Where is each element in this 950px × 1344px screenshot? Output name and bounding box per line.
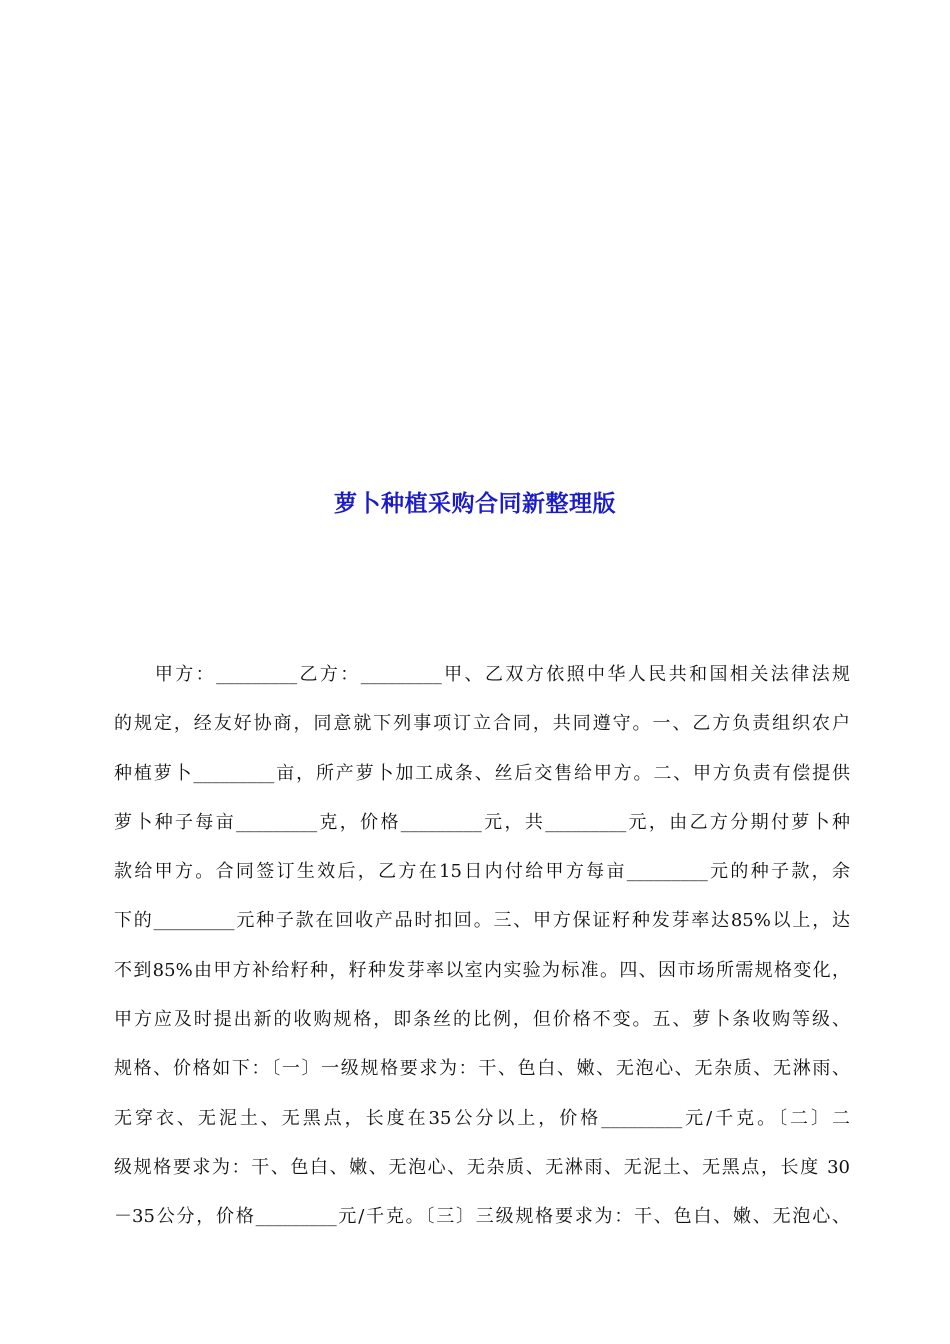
body-line: 下的_________元种子款在回收产品时扣回。三、甲方保证籽种发芽率达85%以上，达 — [114, 910, 850, 932]
contract-body — [114, 650, 850, 1242]
body-line: 甲方：_________乙方：_________甲、乙双方依照中华人民共和国相关法律法规 — [114, 664, 850, 685]
body-line: 级规格要求为：干、色白、嫩、无泡心、无杂质、无淋雨、无泥土、无黑点，长度 30 — [114, 1156, 850, 1178]
body-line: 款给甲方。合同签订生效后，乙方在15日内付给甲方每亩_________元的种子款，余 — [114, 861, 850, 883]
body-line: 无穿衣、无泥土、无黑点，长度在35公分以上，价格_________元/千克。〔二〕二 — [114, 1107, 850, 1129]
body-line: 不到85%由甲方补给籽种，籽种发芽率以室内实验为标准。四、因市场所需规格变化， — [114, 959, 850, 981]
body-line: 种植萝卜_________亩，所产萝卜加工成条、丝后交售给甲方。二、甲方负责有偿提供 — [114, 762, 850, 784]
body-line: 甲方应及时提出新的收购规格，即条丝的比例，但价格不变。五、萝卜条收购等级、 — [114, 1009, 850, 1031]
body-line: －35公分，价格_________元/千克。〔三〕三级规格要求为：干、色白、嫩、无泡心、 — [114, 1206, 850, 1228]
body-line: 规格、价格如下：〔一〕一级规格要求为：干、色白、嫩、无泡心、无杂质、无淋雨、 — [114, 1058, 850, 1080]
body-line: 的规定，经友好协商，同意就下列事项订立合同，共同遵守。一、乙方负责组织农户 — [114, 713, 850, 735]
document-title: 萝卜种植采购合同新整理版 — [334, 491, 616, 517]
body-line: 萝卜种子每亩_________克，价格_________元，共_________元，由乙方分期付萝卜种 — [114, 811, 850, 833]
